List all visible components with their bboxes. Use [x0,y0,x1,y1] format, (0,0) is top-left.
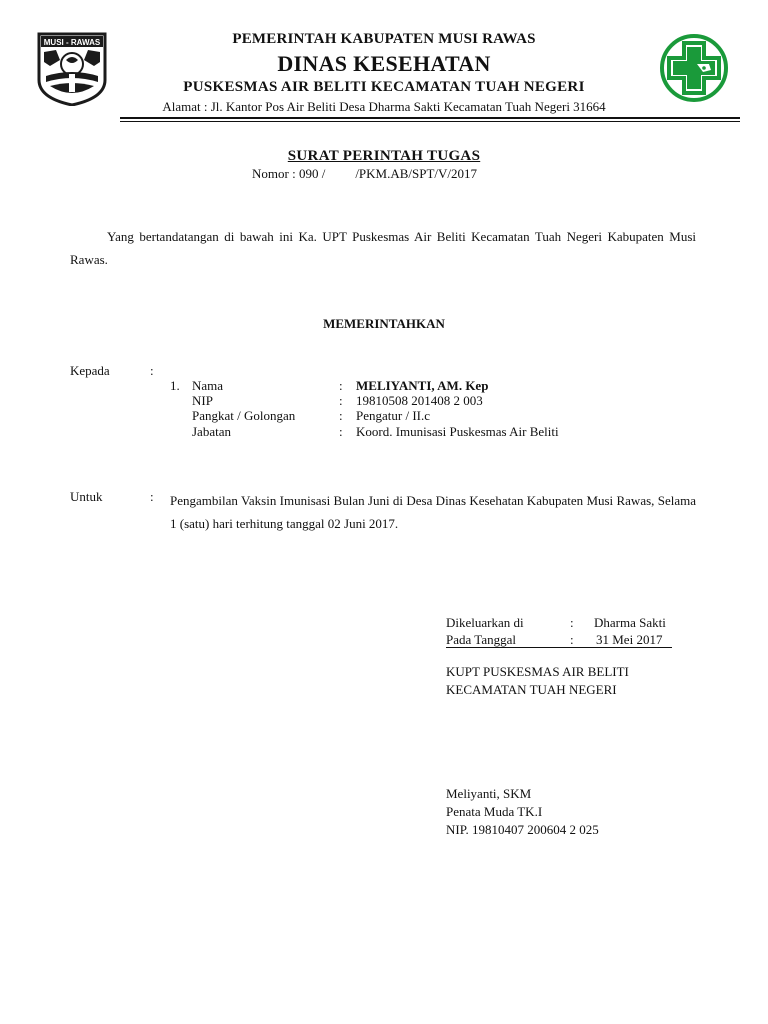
puskesmas-name: PUSKESMAS AIR BELITI KECAMATAN TUAH NEGERI [183,79,585,95]
untuk-label: Untuk [70,489,103,504]
letterhead-rule-thick [120,117,740,119]
issued-place-value: Dharma Sakti [594,615,666,630]
signatory-office-line2: KECAMATAN TUAH NEGERI [446,682,617,697]
field-label-name: Nama [192,378,224,393]
field-label-rank: Pangkat / Golongan [192,408,296,423]
agency-name: DINAS KESEHATAN [277,51,491,76]
field-value-rank: Pengatur / II.c [356,408,431,423]
signatory-rank: Penata Muda TK.I [446,804,543,819]
address-line: Alamat : Jl. Kantor Pos Air Beliti Desa Dharma Sakti Kecamatan Tuah Negeri 31664 [162,99,606,114]
field-value-nip: 19810508 201408 2 003 [356,393,483,408]
field-colon: : [339,378,343,393]
signatory-office-line1: KUPT PUSKESMAS AIR BELITI [446,664,629,679]
issued-date-value: 31 Mei 2017 [596,632,663,647]
issued-place-colon: : [570,615,574,630]
emblem-text: MUSI - RAWAS [43,38,101,47]
issued-date-label: Pada Tanggal [446,632,516,647]
field-colon: : [339,393,343,408]
letter-title: SURAT PERINTAH TUGAS [287,148,481,164]
assignment-purpose: Pengambilan Vaksin Imunisasi Bulan Juni di Desa Dinas Kesehatan Kabupaten Musi Rawas, Selama 1 (satu) hari terhitung tanggal 02 Juni 2017. [170,493,696,531]
instruction-heading: MEMERINTAHKAN [323,316,445,331]
field-value-position: Koord. Imunisasi Puskesmas Air Beliti [356,424,559,439]
letterhead-rule-thin [120,121,740,122]
field-label-nip: NIP [192,393,213,408]
field-label-position: Jabatan [192,424,231,439]
issued-place-label: Dikeluarkan di [446,615,524,630]
opening-paragraph: Yang bertandatangan di bawah ini Ka. UPT Puskesmas Air Beliti Kecamatan Tuah Negeri Kabupaten Musi Rawas. [70,229,696,267]
signatory-nip: NIP. 19810407 200604 2 025 [446,822,599,837]
field-value-name: MELIYANTI, AM. Kep [356,378,489,393]
untuk-colon: : [150,489,154,504]
issued-date-underline [446,647,672,648]
government-name: PEMERINTAH KABUPATEN MUSI RAWAS [232,31,536,47]
field-colon: : [339,424,343,439]
signatory-name: Meliyanti, SKM [446,786,532,801]
letter-number [252,166,477,182]
field-colon: : [339,408,343,423]
recipient-number: 1. [170,378,180,393]
letter-number-suffix: /PKM.AB/SPT/V/2017 [355,166,478,181]
issued-date-colon: : [570,632,574,647]
kepada-colon: : [150,363,154,378]
kepada-label: Kepada [70,363,110,378]
letter-number-prefix: Nomor : 090 / [252,166,326,181]
